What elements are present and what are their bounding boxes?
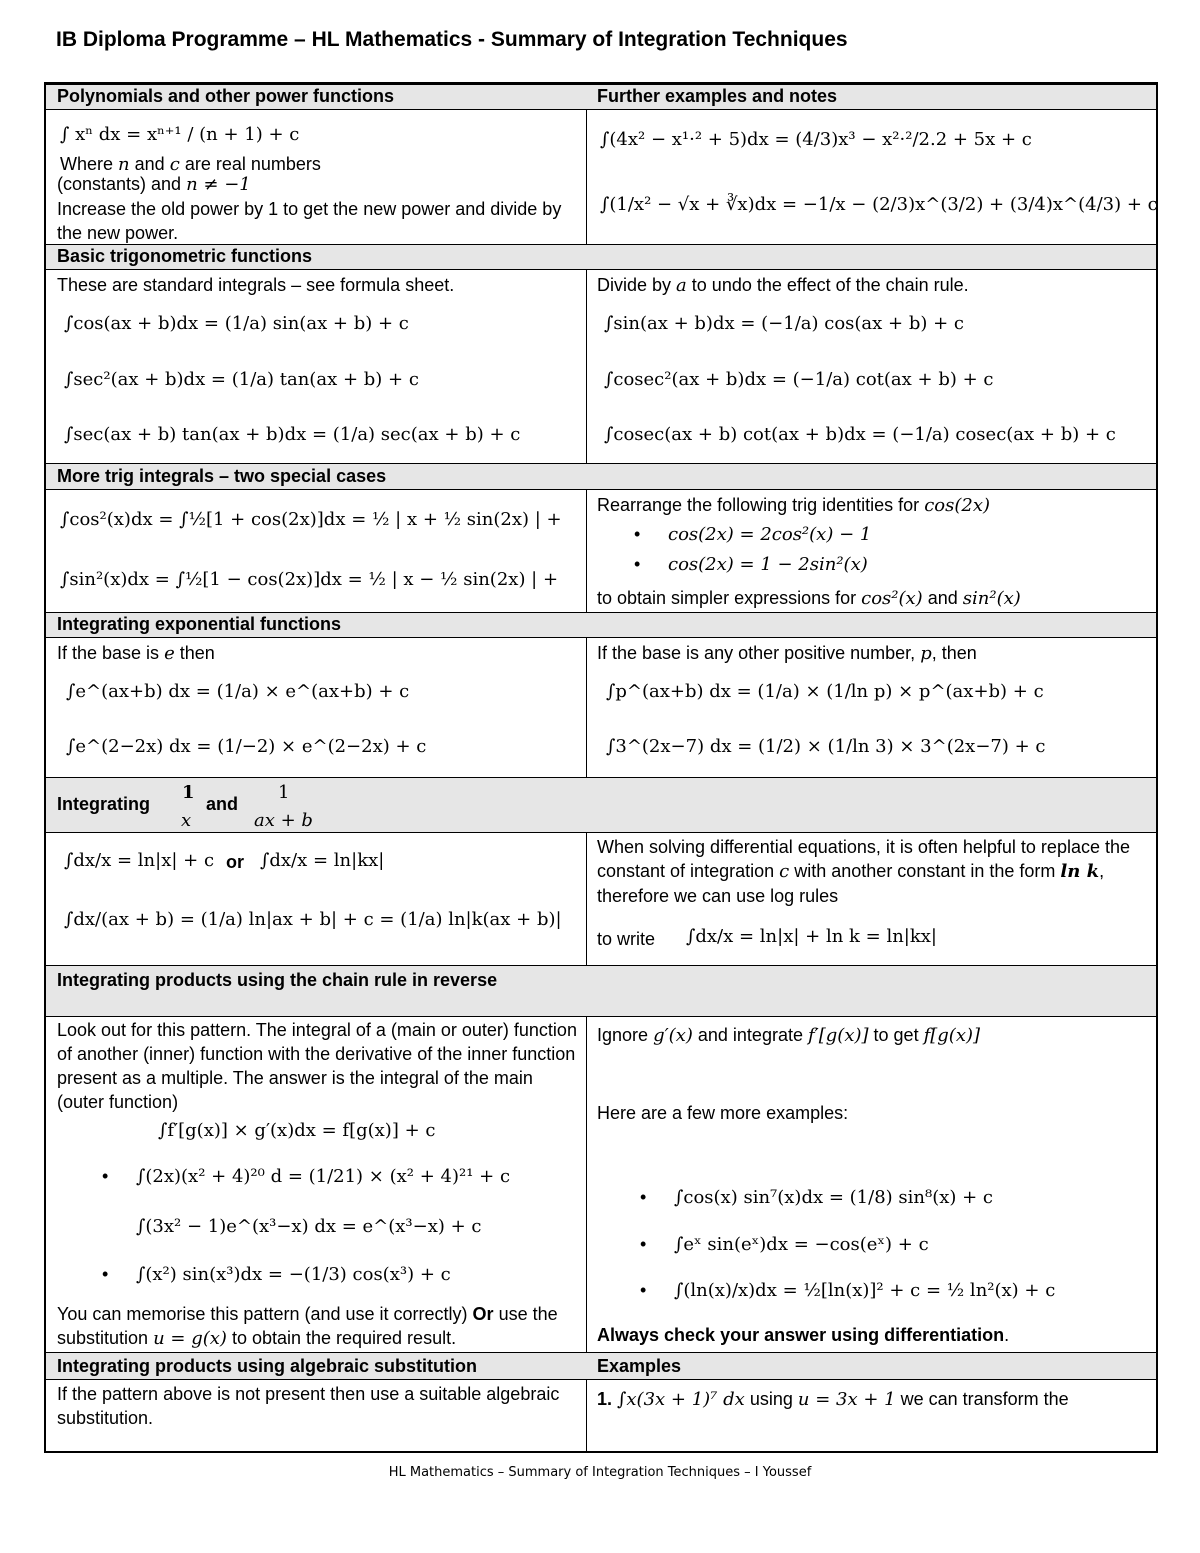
exp-3-example: ∫3^(2x−7) dx = (1/2) × (1/ln 3) × 3^(2x−7) + c <box>606 736 1046 757</box>
section-header-exponential: Integrating exponential functions <box>57 614 342 634</box>
algebraic-text: If the pattern above is not present then use a suitable algebraic substitution. <box>57 1384 560 1428</box>
chain-example-bullet-1 <box>136 1166 510 1187</box>
text-rearrange: Rearrange the following trig identities for <box>597 495 920 515</box>
chain-pattern-formula: ∫f′[g(x)] × g′(x)dx = f[g(x)] + c <box>158 1120 436 1141</box>
example-integral: ∫x(3x + 1)⁷ dx <box>617 1389 745 1410</box>
column-divider <box>586 84 587 1451</box>
section-header-reciprocal-label: Integrating <box>57 794 150 814</box>
sin-squared-label: sin²(x) <box>962 588 1021 609</box>
trig-cosec2-integral: ∫cosec²(ax + b)dx = (−1/a) cot(ax + b) + c <box>604 369 994 390</box>
text-undo-chain: to undo the effect of the chain rule. <box>691 275 969 295</box>
substitution-u: u = g(x) <box>153 1328 227 1349</box>
trig-sectan-integral: ∫sec(ax + b) tan(ax + b)dx = (1/a) sec(ax + b) + c <box>64 424 521 445</box>
exp-e-example: ∫e^(2−2x) dx = (1/−2) × e^(2−2x) + c <box>66 736 427 757</box>
frac-1-numerator: 1 <box>182 782 195 803</box>
trig-right-intro <box>597 273 969 298</box>
text-obtain-simpler: to obtain simpler expressions for <box>597 588 857 608</box>
text-transform: we can transform the <box>900 1389 1069 1409</box>
text-to-get: to get <box>873 1025 919 1045</box>
text-memorise: You can memorise this pattern (and use it correctly) <box>57 1304 468 1324</box>
example-substitution: u = 3x + 1 <box>797 1389 896 1410</box>
memorise-text <box>57 1302 582 1351</box>
text-and: and <box>134 154 165 174</box>
always-check-text <box>597 1323 1009 1347</box>
ln-linear-integral: ∫dx/(ax + b) = (1/a) ln|ax + b| + c = (1/a) ln|k(ax + b)| <box>64 909 562 930</box>
section-header-examples: Examples <box>597 1356 682 1376</box>
text-where: Where <box>60 154 114 174</box>
text-another-constant: with another constant in the form <box>794 861 1056 881</box>
text-dot: . <box>1004 1325 1010 1345</box>
text-to-write: to write <box>597 929 656 949</box>
text-log-rules: , therefore we can use log rules <box>597 861 1105 906</box>
var-a: a <box>676 275 687 296</box>
cos2x-label: cos(2x) <box>924 495 990 516</box>
identities-intro <box>597 493 990 518</box>
right-example-3: ∫(ln(x)/x)dx = ½[ln(x)]² + c = ½ ln²(x) + c <box>674 1280 1056 1301</box>
var-e: e <box>164 643 175 664</box>
constants-text <box>57 172 577 197</box>
ln-kx-integral: ∫dx/x = ln|kx| <box>260 850 385 871</box>
trig-sin-integral: ∫sin(ax + b)dx = (−1/a) cos(ax + b) + c <box>604 313 964 334</box>
identity-bullet-1 <box>668 524 871 545</box>
example-number: 1. <box>597 1389 613 1409</box>
identity-2: cos(2x) = 1 − 2sin²(x) <box>668 554 868 575</box>
ln-k: ln k <box>1060 861 1100 882</box>
text-or: or <box>226 852 244 872</box>
trig-intro-text: These are standard integrals – see formula sheet. <box>57 275 455 295</box>
text-always-check: Always check your answer using differentiation <box>597 1325 1005 1345</box>
text-base-is: If the base is <box>57 643 160 663</box>
text-other-base: If the base is any other positive number, <box>597 643 916 663</box>
chain-example-bullet-3 <box>136 1264 451 1285</box>
section-header-reciprocal-and: and <box>206 794 239 814</box>
cos-squared-label: cos²(x) <box>861 588 923 609</box>
ln-kx-combined: ∫dx/x = ln|x| + ln k = ln|kx| <box>686 926 937 947</box>
example-1-line <box>597 1387 1069 1412</box>
trig-coseccot-integral: ∫cosec(ax + b) cot(ax + b)dx = (−1/a) cosec(ax + b) + c <box>604 424 1116 445</box>
text-then-2: , then <box>931 643 977 663</box>
frac-2-numerator: 1 <box>278 782 290 803</box>
increase-power-text: Increase the old power by 1 to get the new power and divide by the new power. <box>57 199 562 243</box>
text-ignore: Ignore <box>597 1025 649 1045</box>
g-prime: g′(x) <box>653 1025 693 1046</box>
chain-example-1: ∫(2x)(x² + 4)²⁰ d = (1/21) × (x² + 4)²¹ + c <box>136 1166 511 1187</box>
power-rule-formula: ∫ xⁿ dx = xⁿ⁺¹ / (n + 1) + c <box>60 124 300 145</box>
exp-p-general: ∫p^(ax+b) dx = (1/a) × (1/ln p) × p^(ax+b) + c <box>606 681 1044 702</box>
var-n: n <box>118 154 130 175</box>
log-constant-text <box>597 835 1152 908</box>
f-g: f[g(x)] <box>923 1025 981 1046</box>
text-obtain-result: to obtain the required result. <box>231 1328 457 1348</box>
summary-table <box>44 82 1158 1453</box>
text-and-integrate: and integrate <box>697 1025 803 1045</box>
more-examples-text: Here are a few more examples: <box>597 1103 849 1123</box>
chain-example-2: ∫(3x² − 1)e^(x³−x) dx = e^(x³−x) + c <box>136 1216 482 1237</box>
trig-cos-integral: ∫cos(ax + b)dx = (1/a) sin(ax + b) + c <box>64 313 409 334</box>
chain-explanation: Look out for this pattern. The integral of a (main or outer) function of another (inner) function with the derivative of the inner function present as a multiple. The answer is the integral of the main (outer function) <box>57 1020 577 1112</box>
right-example-1: ∫cos(x) sin⁷(x)dx = (1/8) sin⁸(x) + c <box>674 1187 993 1208</box>
cos-squared-integral: ∫cos²(x)dx = ∫½[1 + cos(2x)]dx = ½ | x + ½ sin(2x) | + <box>60 509 562 530</box>
frac-2-denominator: ax + b <box>254 810 313 831</box>
text-use-substitution: use the substitution <box>57 1304 558 1348</box>
section-header-special-trig: More trig integrals – two special cases <box>57 466 387 486</box>
sin-squared-integral: ∫sin²(x)dx = ∫½[1 − cos(2x)]dx = ½ | x − ½ sin(2x) | + <box>60 569 559 590</box>
right-example-2: ∫eˣ sin(eˣ)dx = −cos(eˣ) + c <box>674 1234 929 1255</box>
section-header-chain: Integrating products using the chain rule in reverse <box>57 970 498 990</box>
section-header-further-examples: Further examples and notes <box>597 86 838 106</box>
frac-1-denominator: x <box>181 810 192 831</box>
page-title: IB Diploma Programme – HL Mathematics - Summary of Integration Techniques <box>56 28 848 51</box>
exp-right-intro <box>597 641 977 666</box>
text-then: then <box>179 643 215 663</box>
poly-example-2: ∫(1/x² − √x + ∛x)dx = −1/x − (2/3)x^(3/2) + (3/4)x^(4/3) + c <box>600 194 1158 215</box>
identities-outro <box>597 586 1021 611</box>
text-and-2: and <box>927 588 958 608</box>
chain-example-3: ∫(x²) sin(x³)dx = −(1/3) cos(x³) + c <box>136 1264 451 1285</box>
section-header-polynomials: Polynomials and other power functions <box>57 86 395 106</box>
text-constants: (constants) and <box>57 174 182 194</box>
text-or-bold: Or <box>472 1304 494 1324</box>
right-example-bullet-2 <box>674 1234 929 1255</box>
identity-1: cos(2x) = 2cos²(x) − 1 <box>668 524 872 545</box>
trig-sec2-integral: ∫sec²(ax + b)dx = (1/a) tan(ax + b) + c <box>64 369 419 390</box>
exp-e-general: ∫e^(ax+b) dx = (1/a) × e^(ax+b) + c <box>66 681 410 702</box>
page-footer: HL Mathematics – Summary of Integration Techniques – I Youssef <box>388 1465 812 1480</box>
ln-x-integral: ∫dx/x = ln|x| + c <box>64 850 215 871</box>
f-prime-g: f′[g(x)] <box>808 1025 869 1046</box>
identity-bullet-2 <box>668 554 868 575</box>
text-when-solving: When solving differential equations, it is often helpful to replace the constant of integration <box>597 837 1130 881</box>
text-divide-by: Divide by <box>597 275 672 295</box>
var-c: c <box>169 154 180 175</box>
poly-example-1: ∫(4x² − x¹·² + 5)dx = (4/3)x³ − x²·²/2.2 + 5x + c <box>600 129 1032 150</box>
section-header-basic-trig: Basic trigonometric functions <box>57 246 313 266</box>
condition-n: n ≠ −1 <box>186 174 251 195</box>
text-real-numbers: are real numbers <box>184 154 321 174</box>
exp-left-intro <box>57 641 215 666</box>
text-using: using <box>749 1389 793 1409</box>
var-p: p <box>920 643 932 664</box>
section-header-algebraic: Integrating products using algebraic substitution <box>57 1356 478 1376</box>
right-example-bullet-3 <box>674 1280 1055 1301</box>
var-c-2: c <box>779 861 790 882</box>
ignore-gprime-text <box>597 1023 980 1048</box>
right-example-bullet-1 <box>674 1187 993 1208</box>
